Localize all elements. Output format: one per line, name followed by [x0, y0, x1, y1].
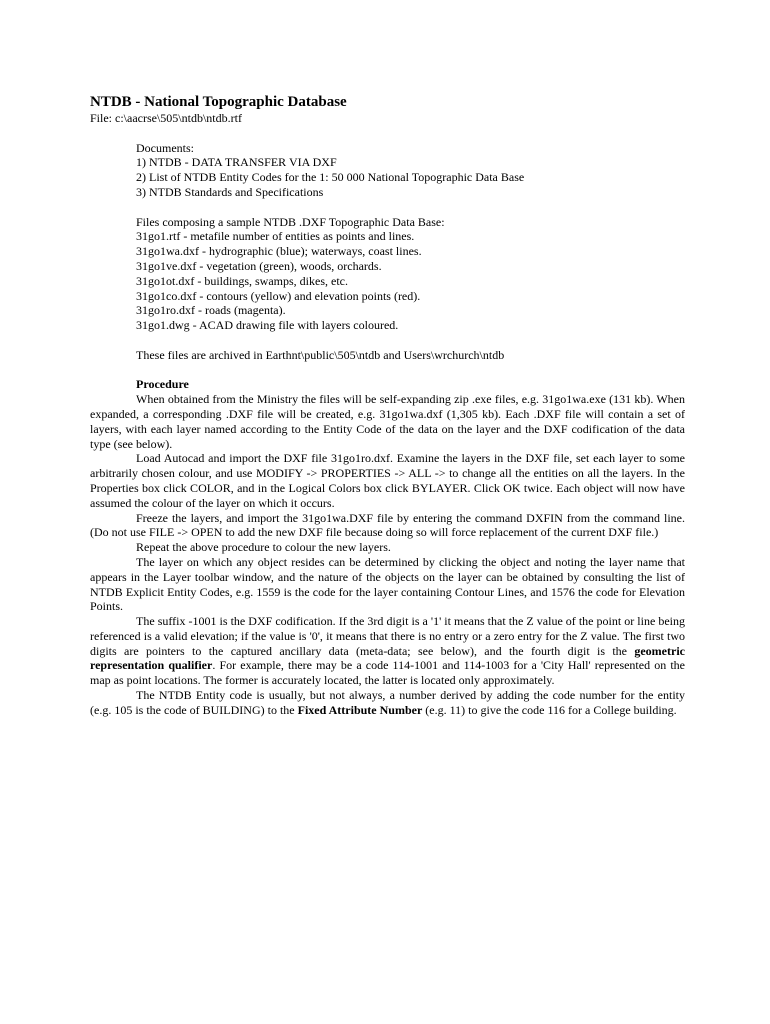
file-item: 31go1wa.dxf - hydrographic (blue); waterways, coast lines. — [136, 244, 422, 259]
file-path: File: c:\aacrse\505\ntdb\ntdb.rtf — [90, 111, 242, 125]
document-body — [90, 93, 685, 718]
text-run: The NTDB Entity code is usually, but not always, a number derived by adding the code number for the entity (e.g. 105 is the code of BUILDING) to the — [90, 688, 685, 717]
procedure-paragraph: When obtained from the Ministry the files will be self-expanding zip .exe files, e.g. 31go1wa.exe (131 kb). When expanded, a corresponding .DXF file will be created, e.g. 31go1wa.dxf (1,305 kb). Each .DXF file will contain a set of layers, with each layer named according to the Entity Code of the data on the layer and the DXF codification of the data type (see below). — [90, 392, 685, 451]
text-run: . For example, there may be a code 114-1001 and 114-1003 for a 'City Hall' represented on the map as point locations. The former is accurately located, the latter is located only approximately. — [90, 658, 685, 688]
procedure-paragraph: Freeze the layers, and import the 31go1wa.DXF file by entering the command DXFIN from the command line. (Do not use FILE -> OPEN to add the new DXF file because doing so will force replacement of the current DXF file.) — [90, 510, 685, 540]
files-heading: Files composing a sample NTDB .DXF Topographic Data Base: — [136, 214, 445, 229]
text-run: The suffix -1001 is the DXF codification. If the 3rd digit is a '1' it means that the Z value of the point or line being referenced is a valid elevation; if the value is '0', it means that there is no entry or a zero entry for the Z value. The first two digits are pointers to the captured ancillary data (meta-data; see below), and the fourth digit is the — [90, 614, 685, 658]
archive-note: These files are archived in Earthnt\public\505\ntdb and Users\wrchurch\ntdb — [136, 347, 505, 362]
page-title: NTDB - National Topographic Database — [90, 94, 347, 110]
procedure-paragraph — [90, 688, 685, 718]
procedure-paragraph — [90, 614, 685, 688]
document-item: 3) NTDB Standards and Specifications — [136, 184, 324, 199]
bold-term: geometric representation qualifier — [90, 643, 685, 673]
file-item: 31go1.dwg - ACAD drawing file with layers coloured. — [136, 318, 399, 333]
file-item: 31go1ve.dxf - vegetation (green), woods, orchards. — [136, 258, 382, 273]
procedure-paragraph: Repeat the above procedure to colour the new layers. — [136, 540, 391, 555]
documents-heading: Documents: — [136, 140, 194, 155]
file-item: 31go1co.dxf - contours (yellow) and elevation points (red). — [136, 288, 421, 303]
documents-section — [136, 141, 685, 200]
procedure-heading: Procedure — [136, 377, 189, 392]
file-item: 31go1ot.dxf - buildings, swamps, dikes, etc. — [136, 273, 348, 288]
procedure-paragraph: Load Autocad and import the DXF file 31go1ro.dxf. Examine the layers in the DXF file, set each layer to some arbitrarily chosen colour, and use MODIFY -> PROPERTIES -> ALL -> to change all the entities on all the layers. In the Properties box click COLOR, and in the Logical Colors box click BYLAYER. Click OK twice. Each object will now have assumed the colour of the layer on which it occurs. — [90, 451, 685, 510]
document-item: 1) NTDB - DATA TRANSFER VIA DXF — [136, 155, 337, 170]
procedure-paragraph: The layer on which any object resides can be determined by clicking the object and noting the layer name that appears in the Layer toolbar window, and the nature of the objects on the layer can be obtained by consulting the list of NTDB Explicit Entity Codes, e.g. 1559 is the code for the layer containing Contour Lines, and 1576 the code for Elevation Points. — [90, 554, 685, 614]
bold-term: Fixed Attribute Number — [297, 702, 423, 717]
file-item: 31go1ro.dxf - roads (magenta). — [136, 303, 286, 318]
document-item: 2) List of NTDB Entity Codes for the 1: 50 000 National Topographic Data Base — [136, 170, 525, 185]
files-section — [136, 215, 685, 333]
file-item: 31go1.rtf - metafile number of entities as points and lines. — [136, 229, 415, 244]
text-run: (e.g. 11) to give the code 116 for a College building. — [422, 702, 677, 717]
